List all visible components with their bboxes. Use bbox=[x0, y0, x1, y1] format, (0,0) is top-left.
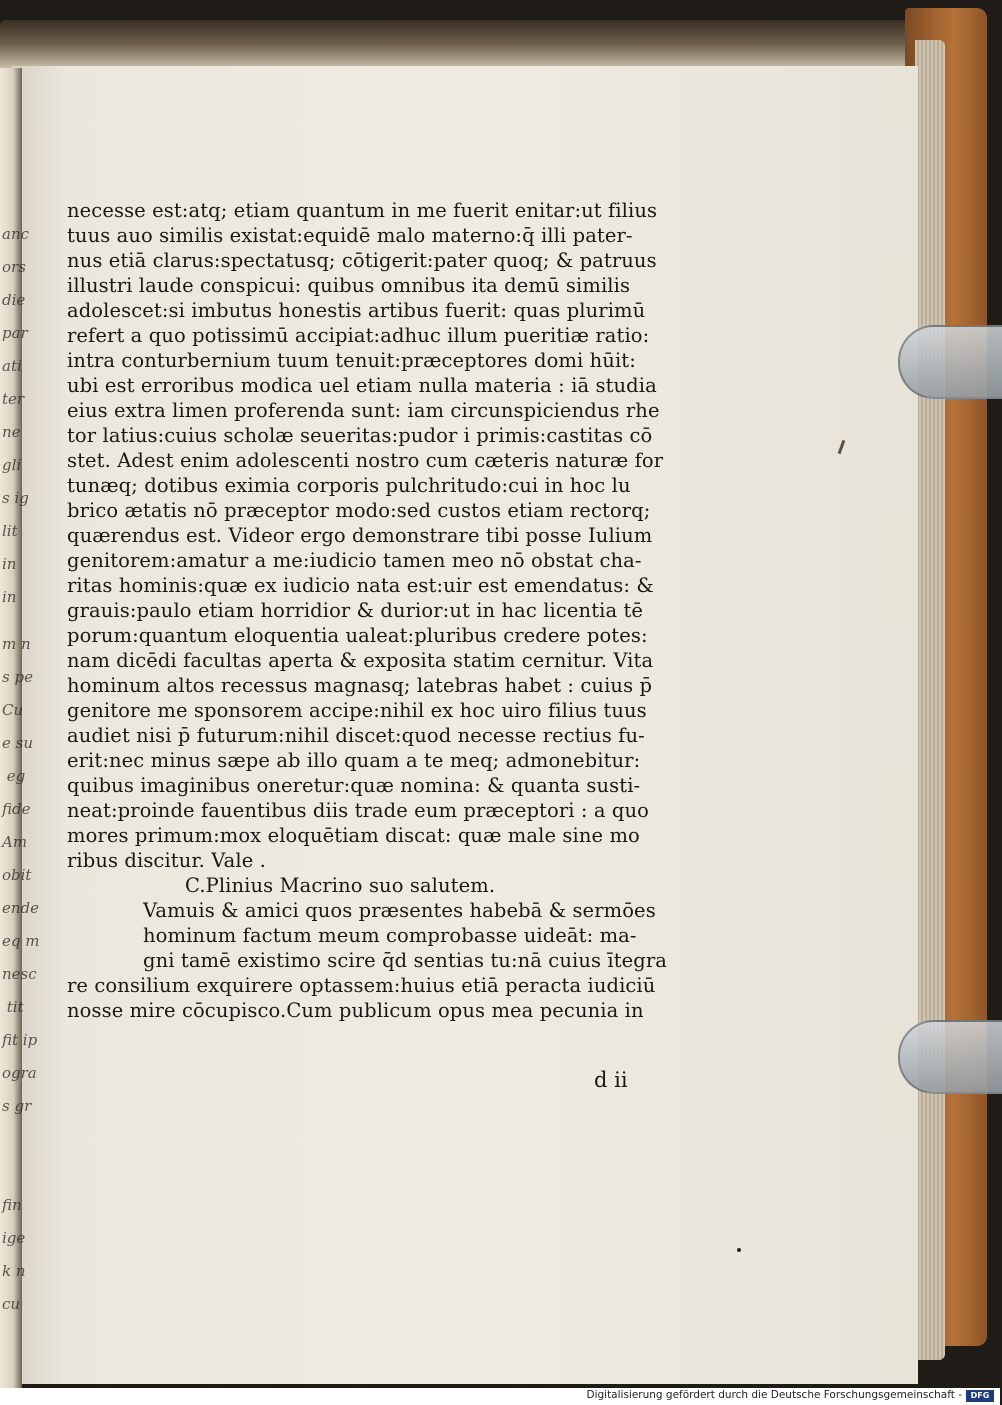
facing-page-text-lower: m s Cu e eg fide Am obit ende eq nesc tit fit ogra s fin ige k n cu bbox=[2, 635, 40, 1313]
text-line: brico ætatis nō præceptor modo:sed custos etiam rectorq; bbox=[67, 499, 651, 522]
letter-line: re consilium exquirere optassem:huius etiā peracta iudiciū bbox=[67, 974, 656, 997]
book-top-edge bbox=[0, 20, 930, 68]
text-line: illustri laude conspicui: quibus omnibus ita demū similis bbox=[67, 274, 631, 297]
facing-page-text-upper: anc ors die par ati ter ne gli s ig lit in in bbox=[2, 225, 30, 606]
text-line: nam dicēdi facultas aperta & exposita statim cernitur. Vita bbox=[67, 649, 654, 672]
text-line: tuus auo similis existat:equidē malo materno:q̄ illi pater- bbox=[67, 224, 633, 247]
text-line: intra conturbernium tuum tenuit:præceptores domi hūit: bbox=[67, 349, 636, 372]
page-clip-lower bbox=[898, 1020, 1002, 1094]
text-line: necesse est:atq; etiam quantum in me fuerit enitar:ut filius bbox=[67, 199, 658, 222]
funding-notice: Digitalisierung gefördert durch die Deutsche Forschungsgemeinschaft - bbox=[586, 1389, 962, 1401]
letter-line: Vamuis & amici quos præsentes habebā & sermōes bbox=[143, 899, 656, 922]
page-stack bbox=[915, 40, 945, 1360]
text-line: quærendus est. Videor ergo demonstrare tibi posse Iulium bbox=[67, 524, 653, 547]
text-line: ritas hominis:quæ ex iudicio nata est:uir est emendatus: & bbox=[67, 574, 654, 597]
signature-mark: d ii bbox=[594, 1068, 628, 1092]
letter-line: hominum factum meum comprobasse uideāt: ma- bbox=[143, 924, 637, 947]
text-line: ubi est erroribus modica uel etiam nulla materia : iā studia bbox=[67, 374, 657, 397]
text-line: neat:proinde fauentibus diis trade eum præceptori : a quo bbox=[67, 799, 649, 822]
text-line: nus etiā clarus:spectatusq; cōtigerit:pater quoq; & patruus bbox=[67, 249, 657, 272]
text-line: refert a quo potissimū accipiat:adhuc illum pueritiæ ratio: bbox=[67, 324, 650, 347]
text-line: quibus imaginibus oneretur:quæ nomina: & quanta susti- bbox=[67, 774, 641, 797]
text-line: tor latius:cuius scholæ seueritas:pudor i primis:castitas cō bbox=[67, 424, 653, 447]
text-line: mores primum:mox eloquētiam discat: quæ male sine mo bbox=[67, 824, 640, 847]
text-line: tunæq; dotibus eximia corporis pulchritudo:cui in hoc lu bbox=[67, 474, 631, 497]
text-block bbox=[67, 198, 677, 1023]
letter-line: nosse mire cōcupisco.Cum publicum opus mea pecunia in bbox=[67, 999, 644, 1022]
page-clip-upper bbox=[898, 325, 1002, 399]
text-line: adolescet:si imbutus honestis artibus fuerit: quas plurimū bbox=[67, 299, 646, 322]
text-line: grauis:paulo etiam horridior & durior:ut in hac licentia tē bbox=[67, 599, 644, 622]
letter-line: gni tamē existimo scire q̄d sentias tu:nā cuius ītegra bbox=[143, 949, 668, 972]
letter-heading: C.Plinius Macrino suo salutem. bbox=[185, 874, 496, 897]
text-line: genitore me sponsorem accipe:nihil ex hoc uiro filius tuus bbox=[67, 699, 647, 722]
text-line: erit:nec minus sæpe ab illo quam a te meq; admonebitur: bbox=[67, 749, 641, 772]
text-line: stet. Adest enim adolescenti nostro cum cæteris naturæ for bbox=[67, 449, 664, 472]
facing-page-edge bbox=[0, 68, 40, 1388]
text-line: eius extra limen proferenda sunt: iam circunspiciendus rhe bbox=[67, 399, 660, 422]
text-line: genitorem:amatur a me:iudicio tamen meo nō obstat cha- bbox=[67, 549, 642, 572]
dfg-logo: DFG bbox=[966, 1390, 994, 1402]
footer-bar bbox=[0, 1388, 1000, 1405]
text-line: audiet nisi p̄ futurum:nihil discet:quod necesse rectius fu- bbox=[67, 724, 645, 747]
ink-dot bbox=[737, 1248, 741, 1252]
text-line: hominum altos recessus magnasq; latebras habet : cuius p̄ bbox=[67, 674, 653, 697]
text-line: porum:quantum eloquentia ualeat:pluribus credere potes: bbox=[67, 624, 648, 647]
text-line: ribus discitur. Vale . bbox=[67, 849, 266, 872]
